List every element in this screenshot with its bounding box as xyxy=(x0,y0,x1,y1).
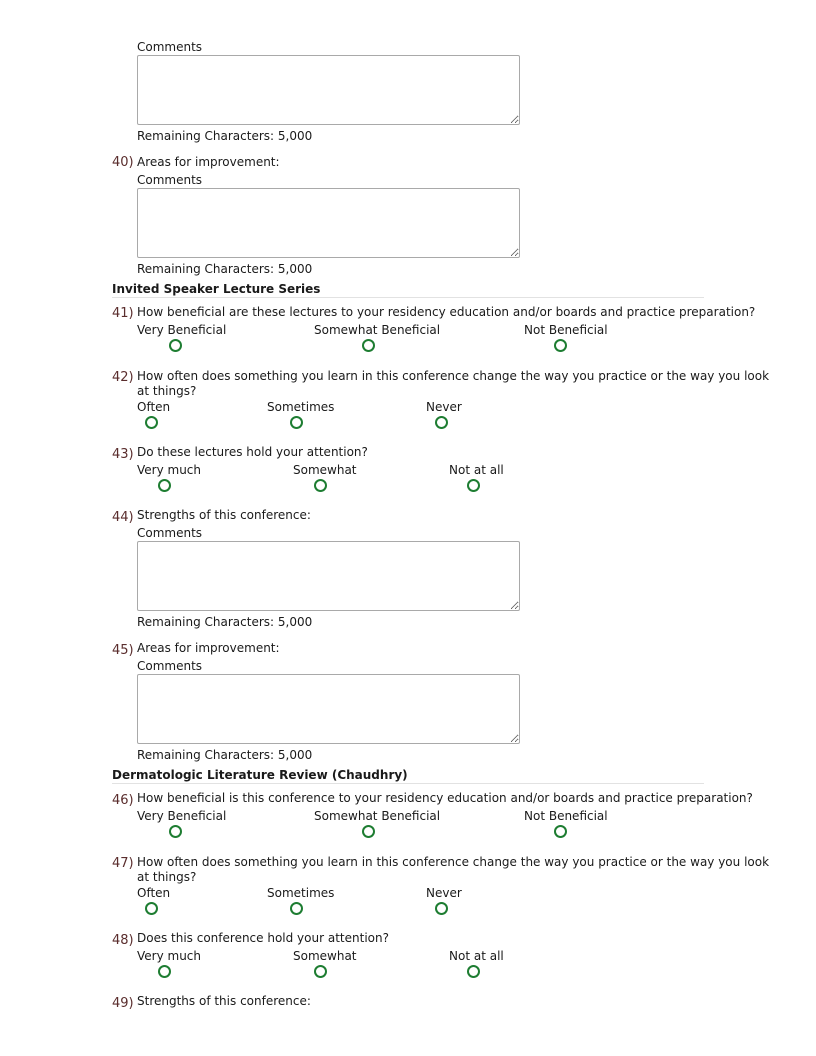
q42-option-label-often: Often xyxy=(137,400,171,414)
q46-radio-very-beneficial[interactable] xyxy=(169,825,182,838)
q48-radio-not-at-all[interactable] xyxy=(467,965,480,978)
q48-radio-somewhat[interactable] xyxy=(314,965,327,978)
q47-number: 47) xyxy=(112,856,134,871)
q48-number: 48) xyxy=(112,933,134,948)
section-divider xyxy=(112,783,704,784)
q44-comments-label: Comments xyxy=(137,526,203,540)
q44-comments-textarea[interactable] xyxy=(137,541,520,611)
section-divider xyxy=(112,297,704,298)
q48-question: Does this conference hold your attention? xyxy=(137,931,389,945)
q41-question: How beneficial are these lectures to your residency education and/or boards and practice preparation? xyxy=(137,305,756,319)
q47-question-line2: at things? xyxy=(137,870,197,884)
q43-question: Do these lectures hold your attention? xyxy=(137,445,368,459)
q41-option-label-very-beneficial: Very Beneficial xyxy=(137,323,227,337)
q48-option-label-very-much: Very much xyxy=(137,949,202,963)
q42-radio-often[interactable] xyxy=(145,416,158,429)
q46-option-label-somewhat-beneficial: Somewhat Beneficial xyxy=(314,809,441,823)
q41-option-label-somewhat-beneficial: Somewhat Beneficial xyxy=(314,323,441,337)
q47-option-label-often: Often xyxy=(137,886,171,900)
q47-option-label-never: Never xyxy=(426,886,462,900)
q47-option-label-sometimes: Sometimes xyxy=(267,886,335,900)
section-title-invited-speaker: Invited Speaker Lecture Series xyxy=(112,282,321,296)
q42-option-label-sometimes: Sometimes xyxy=(267,400,335,414)
q46-number: 46) xyxy=(112,793,134,808)
q42-number: 42) xyxy=(112,370,134,385)
q42-option-label-never: Never xyxy=(426,400,462,414)
q42-question-line2: at things? xyxy=(137,384,197,398)
q47-radio-often[interactable] xyxy=(145,902,158,915)
q45-number: 45) xyxy=(112,643,134,658)
q46-option-label-very-beneficial: Very Beneficial xyxy=(137,809,227,823)
q40-comments-label: Comments xyxy=(137,173,203,187)
q45-comments-label: Comments xyxy=(137,659,203,673)
q44-question: Strengths of this conference: xyxy=(137,508,311,522)
q43-option-label-very-much: Very much xyxy=(137,463,202,477)
q47-radio-never[interactable] xyxy=(435,902,448,915)
q43-option-label-somewhat: Somewhat xyxy=(293,463,357,477)
q41-radio-somewhat-beneficial[interactable] xyxy=(362,339,375,352)
q39-remaining-characters: Remaining Characters: 5,000 xyxy=(137,129,313,143)
q45-question: Areas for improvement: xyxy=(137,641,280,655)
q45-comments-textarea[interactable] xyxy=(137,674,520,744)
q46-option-label-not-beneficial: Not Beneficial xyxy=(524,809,608,823)
q42-radio-never[interactable] xyxy=(435,416,448,429)
q46-radio-not-beneficial[interactable] xyxy=(554,825,567,838)
q40-remaining-characters: Remaining Characters: 5,000 xyxy=(137,262,313,276)
q39-comments-textarea[interactable] xyxy=(137,55,520,125)
q44-number: 44) xyxy=(112,510,134,525)
q41-option-label-not-beneficial: Not Beneficial xyxy=(524,323,608,337)
q48-option-label-somewhat: Somewhat xyxy=(293,949,357,963)
q47-question-line1: How often does something you learn in this conference change the way you practice or the way you look xyxy=(137,855,770,869)
q46-question: How beneficial is this conference to your residency education and/or boards and practice preparation? xyxy=(137,791,753,805)
q41-number: 41) xyxy=(112,306,134,321)
q40-number: 40) xyxy=(112,155,134,170)
q41-radio-very-beneficial[interactable] xyxy=(169,339,182,352)
q42-radio-sometimes[interactable] xyxy=(290,416,303,429)
q47-radio-sometimes[interactable] xyxy=(290,902,303,915)
q43-radio-not-at-all[interactable] xyxy=(467,479,480,492)
q43-number: 43) xyxy=(112,447,134,462)
q43-radio-very-much[interactable] xyxy=(158,479,171,492)
q48-radio-very-much[interactable] xyxy=(158,965,171,978)
q43-option-label-not-at-all: Not at all xyxy=(449,463,504,477)
q43-radio-somewhat[interactable] xyxy=(314,479,327,492)
q49-number: 49) xyxy=(112,996,134,1011)
section-title-literature-review: Dermatologic Literature Review (Chaudhry) xyxy=(112,768,408,782)
q44-remaining-characters: Remaining Characters: 5,000 xyxy=(137,615,313,629)
q39-comments-label: Comments xyxy=(137,40,203,54)
q46-radio-somewhat-beneficial[interactable] xyxy=(362,825,375,838)
q49-question: Strengths of this conference: xyxy=(137,994,311,1008)
q40-question: Areas for improvement: xyxy=(137,155,280,169)
q48-option-label-not-at-all: Not at all xyxy=(449,949,504,963)
q45-remaining-characters: Remaining Characters: 5,000 xyxy=(137,748,313,762)
q40-comments-textarea[interactable] xyxy=(137,188,520,258)
q41-radio-not-beneficial[interactable] xyxy=(554,339,567,352)
q42-question-line1: How often does something you learn in this conference change the way you practice or the way you look xyxy=(137,369,770,383)
